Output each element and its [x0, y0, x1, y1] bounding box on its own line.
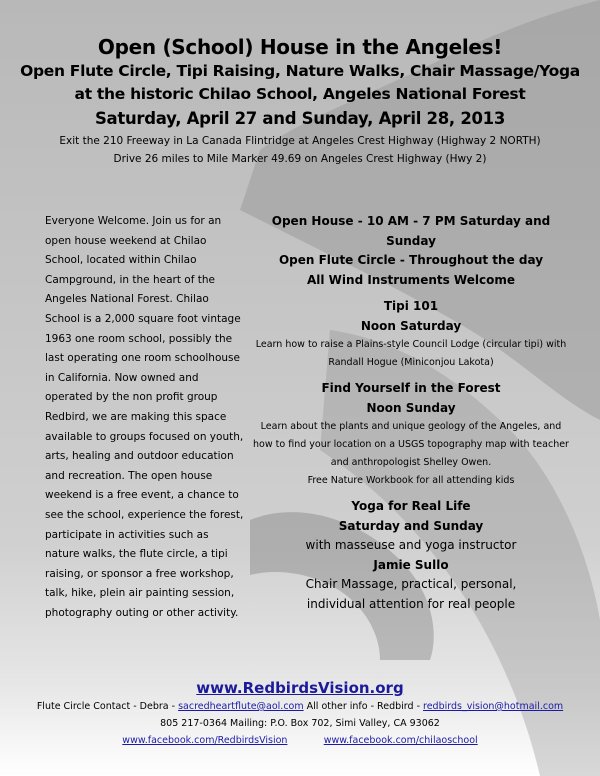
open-house-block — [252, 212, 570, 290]
yoga-instructor-intro: with masseuse and yoga instructor — [305, 538, 517, 552]
facebook-chilao-link[interactable]: www.facebook.com/chilaoschool — [323, 735, 478, 746]
tipi-title: Tipi 101 — [383, 299, 439, 313]
forest-block — [252, 379, 570, 490]
wind-instruments-note: All Wind Instruments Welcome — [306, 272, 515, 287]
contact-line — [0, 698, 600, 715]
subtitle-location: at the historic Chilao School, Angeles National Forest — [74, 85, 526, 103]
facebook-redbirds-link[interactable]: www.facebook.com/RedbirdsVision — [122, 735, 288, 746]
other-info-label: All other info - Redbird - — [303, 701, 424, 712]
yoga-title: Yoga for Real Life — [351, 499, 471, 513]
flute-email-link[interactable]: sacredheartflute@aol.com — [178, 701, 304, 712]
directions-exit: Exit the 210 Freeway in La Canada Flintridge at Angeles Crest Highway (Highway 2 NORTH) — [59, 135, 541, 147]
website-label[interactable]: www.RedbirdsVision.org — [196, 679, 404, 697]
yoga-time: Saturday and Sunday — [338, 518, 484, 533]
website-link[interactable] — [0, 678, 600, 698]
forest-time: Noon Sunday — [366, 400, 456, 415]
tipi-description: Learn how to raise a Plains-style Council Lodge (circular tipi) with Randall Hogue (Miniconjou Lakota) — [255, 339, 567, 368]
flute-circle-time: Open Flute Circle - Throughout the day — [278, 253, 544, 267]
footer — [0, 678, 600, 749]
yoga-instructor-name: Jamie Sullo — [373, 557, 449, 572]
flute-contact-label: Flute Circle Contact - Debra - — [36, 701, 179, 712]
massage-line-1: Chair Massage, practical, personal, — [305, 577, 517, 591]
tipi-time: Noon Saturday — [360, 318, 462, 333]
yoga-block — [252, 497, 570, 614]
event-dates: Saturday, April 27 and Sunday, April 28, 2013 — [94, 109, 506, 128]
forest-note: Free Nature Workbook for all attending kids — [307, 475, 515, 486]
forest-title: Find Yourself in the Forest — [321, 381, 501, 395]
subtitle-activities: Open Flute Circle, Tipi Raising, Nature Walks, Chair Massage/Yoga — [20, 62, 580, 80]
left-column-description — [45, 212, 245, 623]
tipi-block — [252, 297, 570, 372]
redbird-email-link[interactable]: redbirds_vision@hotmail.com — [423, 701, 564, 712]
open-house-hours: Open House - 10 AM - 7 PM Saturday and Sunday — [271, 214, 551, 248]
page-title: Open (School) House in the Angeles! — [97, 35, 503, 59]
massage-line-2: individual attention for real people — [306, 596, 516, 611]
welcome-paragraph: Everyone Welcome. Join us for an open house weekend at Chilao School, located within Chilao Campground, in the heart of the Angeles National Forest. Chilao School is a 2,000 square foot vintage 1963 one room school, possibly the last operating one room schoolhouse in California. Now owned and operated by the non profit group Redbird, we are making this space available to groups focused on youth, arts, healing and outdoor education and recreation. The open house weekend is a free event, a chance to see the school, experience the forest, participate in activities such as nature walks, the flute circle, a tipi raising, or sponsor a free workshop, talk, hike, plein air painting session, photography outing or other activity. — [45, 215, 244, 619]
phone-mailing-line: 805 217-0364 Mailing: P.O. Box 702, Simi Valley, CA 93062 — [160, 718, 440, 729]
right-column-schedule — [252, 212, 570, 621]
directions-drive: Drive 26 miles to Mile Marker 49.69 on Angeles Crest Highway (Hwy 2) — [113, 153, 487, 165]
forest-description: Learn about the plants and unique geology of the Angeles, and how to find your location on a USGS topography map with teacher and anthropologist Shelley Owen. — [253, 421, 569, 468]
facebook-links — [0, 732, 600, 749]
header — [0, 34, 600, 168]
